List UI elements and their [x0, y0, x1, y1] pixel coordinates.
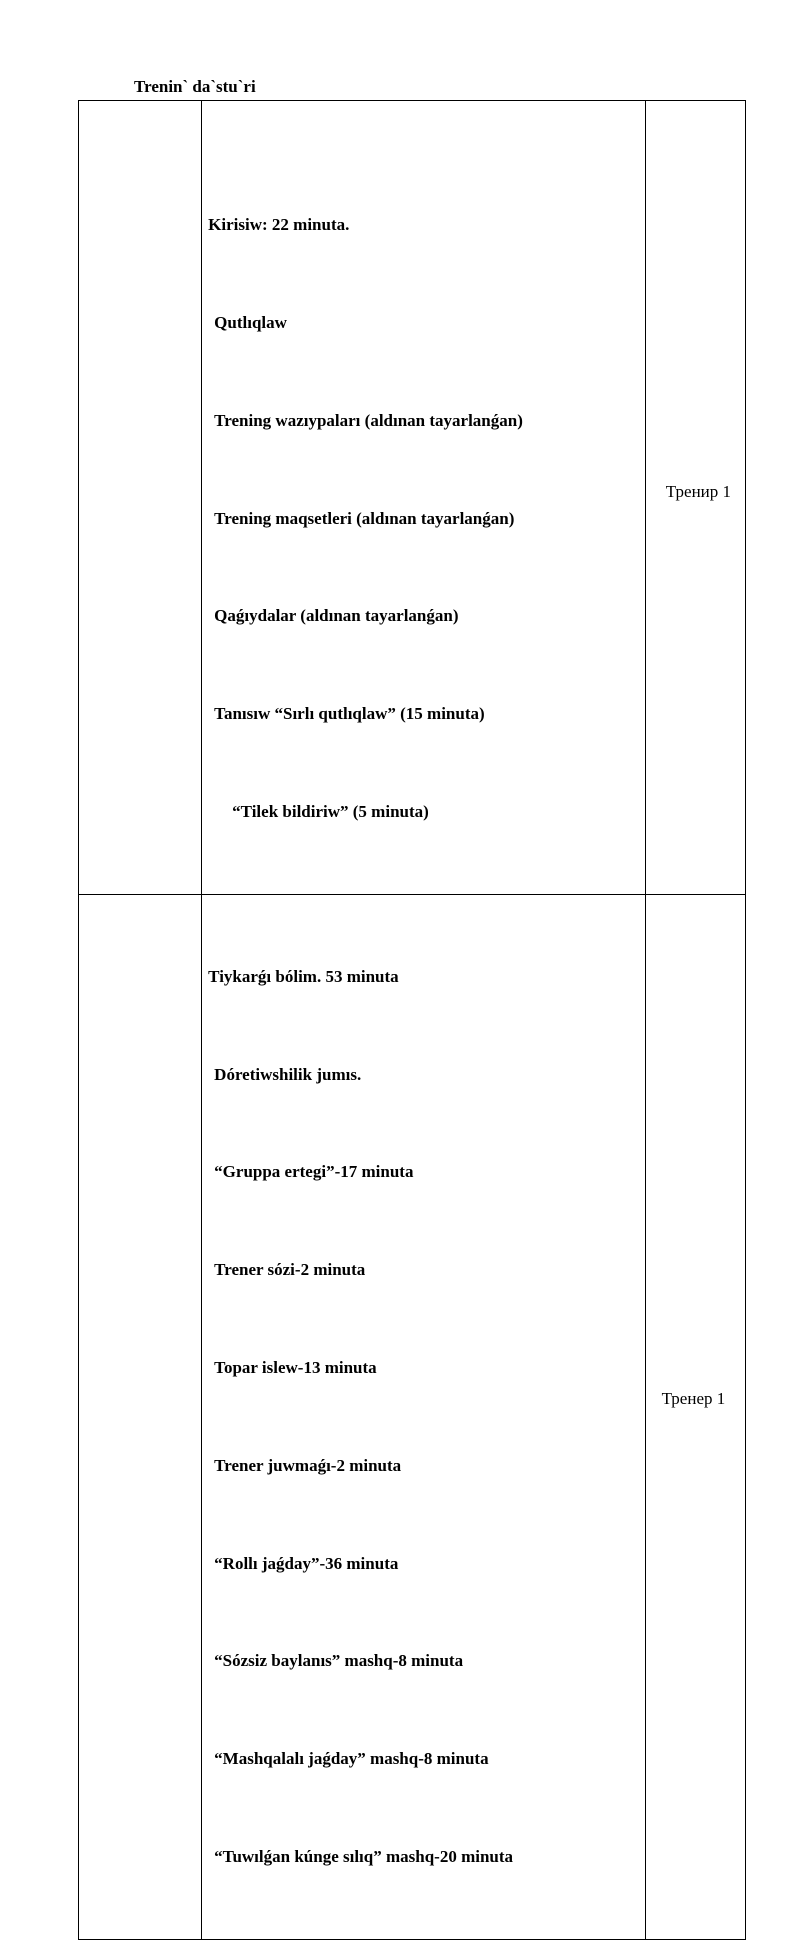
activity-item: “Rollı jaǵday”-36 minuta	[214, 1553, 399, 1573]
table-row-main-part	[79, 894, 746, 1939]
activity-item: Qaǵıydalar (aldınan tayarlanǵan)	[214, 606, 459, 626]
activity-item: Trener sózi-2 minuta	[214, 1260, 366, 1280]
trainer-cell	[645, 101, 745, 895]
activity-item: Topar islew-13 minuta	[214, 1357, 377, 1377]
trainer-label: Тренир 1	[665, 482, 732, 502]
activity-item: Tanısıw “Sırlı qutlıqlaw” (15 minuta)	[214, 704, 485, 724]
activity-item: “Mashqalalı jaǵday” mashq-8 minuta	[214, 1749, 489, 1769]
activity-item: “Gruppa ertegi”-17 minuta	[214, 1162, 414, 1182]
trainer-label: Тренер 1	[661, 1388, 726, 1408]
empty-cell	[79, 894, 202, 1939]
activity-item: Trening wazıypaları (aldınan tayarlanǵan)	[214, 410, 523, 430]
activity-item: Trener juwmaǵı-2 minuta	[214, 1455, 402, 1475]
activity-cell	[202, 894, 646, 1939]
table-row-introduction	[79, 101, 746, 895]
activity-item: Dóretiwshilik jumıs.	[214, 1064, 362, 1084]
training-schedule-table	[78, 100, 746, 1940]
activity-item: Trening maqsetleri (aldınan tayarlanǵan)	[214, 508, 515, 528]
activity-cell	[202, 101, 646, 895]
activity-item: “Tilek bildiriw” (5 minuta)	[232, 801, 429, 821]
empty-cell	[79, 101, 202, 895]
activity-item: “Sózsiz baylanıs” mashq-8 minuta	[214, 1651, 464, 1671]
trainer-cell	[645, 894, 745, 1939]
document-title: Trenin` da`stu`ri	[134, 77, 256, 96]
section-heading: Kirisiw: 22 minuta.	[208, 215, 350, 235]
activity-item: “Tuwılǵan kúnge sılıq” mashq-20 minuta	[214, 1846, 514, 1866]
section-heading: Tiykarǵı bólim. 53 minuta	[208, 966, 399, 986]
activity-item: Qutlıqlaw	[214, 312, 287, 332]
